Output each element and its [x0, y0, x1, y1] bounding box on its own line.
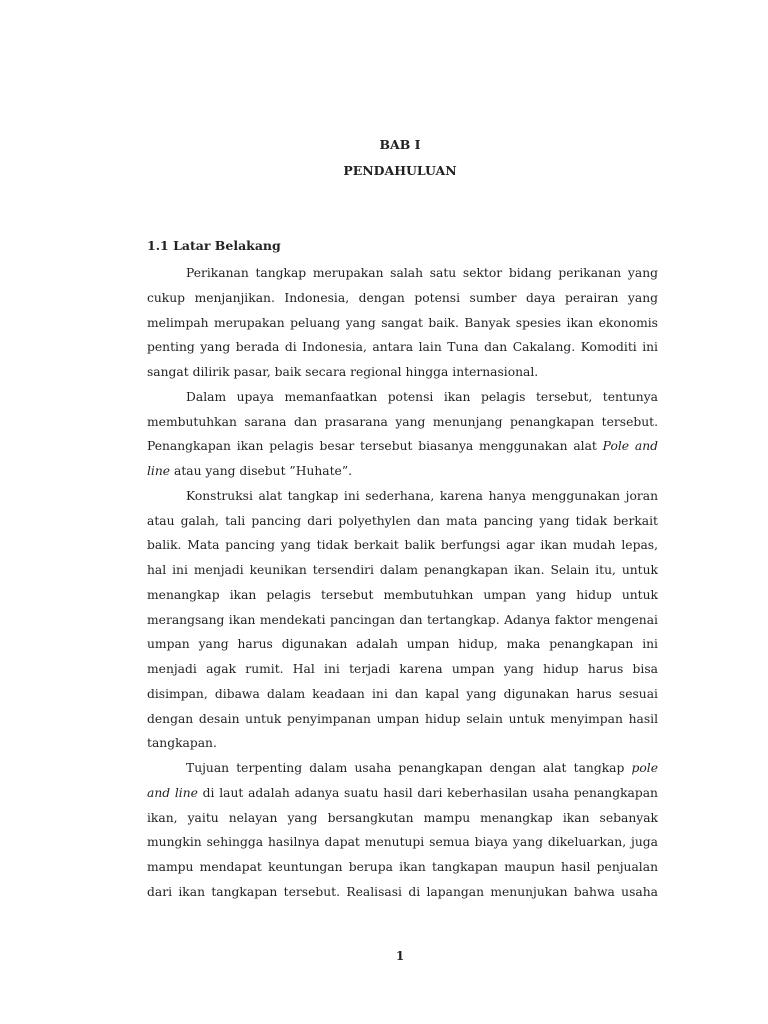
- chapter-number: BAB I: [379, 137, 421, 152]
- paragraph-3: Konstruksi alat tangkap ini sederhana, karena hanya menggunakan joran atau galah, tali pancing dari polyethylen dan mata pancing yang tidak berkait balik. Mata pancing yang tidak berkait balik berfungsi agar ikan mudah lepas, hal ini menjadi keunikan tersendiri dalam penangkapan ikan. Selain itu, untuk menangkap ikan pelagis tersebut membutuhkan umpan yang hidup untuk merangsang ikan mendekati pancingan dan tertangkap. Adanya faktor mengenai umpan yang harus digunakan adalah umpan hidup, maka penangkapan ini menjadi agak rumit. Hal ini terjadi karena umpan yang hidup harus bisa disimpan, dibawa dalam keadaan ini dan kapal yang digunakan harus sesuai dengan desain untuk penyimpanan umpan hidup selain untuk menyimpan hasil tangkapan.: [147, 488, 658, 751]
- paragraph-4-text-end: di laut adalah adanya suatu hasil dari keberhasilan usaha penangkapan ikan, yaitu nelayan yang bersangkutan mampu menangkap ikan sebanyak mungkin sehingga hasilnya dapat menutupi semua biaya yang dikeluarkan, juga mampu mendapat keuntungan berupa ikan tangkapan maupun hasil penjualan dari ikan tangkapan tersebut. Realisasi di lapangan menunjukan bahwa usaha: [147, 785, 658, 899]
- body-text: [147, 261, 658, 905]
- paragraph-1: Perikanan tangkap merupakan salah satu sektor bidang perikanan yang cukup menjanjikan. Indonesia, dengan potensi sumber daya perairan yang melimpah merupakan peluang yang sangat baik. Banyak spesies ikan ekonomis penting yang berada di Indonesia, antara lain Tuna dan Cakalang. Komoditi ini sangat dilirik pasar, baik secara regional hingga internasional.: [147, 266, 658, 379]
- section-heading: 1.1 Latar Belakang: [147, 238, 281, 253]
- paragraph-2: [147, 385, 658, 484]
- paragraph-4: [147, 756, 658, 905]
- paragraph-2-text-end: atau yang disebut ”Huhate”.: [170, 464, 353, 478]
- page-number: 1: [395, 949, 405, 963]
- paragraph-4-italic-term: pole and line: [147, 761, 658, 800]
- paragraph-4-text: Tujuan terpenting dalam usaha penangkapan dengan alat tangkap: [186, 761, 632, 775]
- paragraph-2-italic-term: Pole and line: [147, 439, 658, 478]
- chapter-title: PENDAHULUAN: [343, 163, 457, 178]
- paragraph-2-text: Dalam upaya memanfaatkan potensi ikan pelagis tersebut, tentunya membutuhkan sarana dan prasarana yang menunjang penangkapan tersebut. Penangkapan ikan pelagis besar tersebut biasanya menggunakan alat: [147, 389, 658, 454]
